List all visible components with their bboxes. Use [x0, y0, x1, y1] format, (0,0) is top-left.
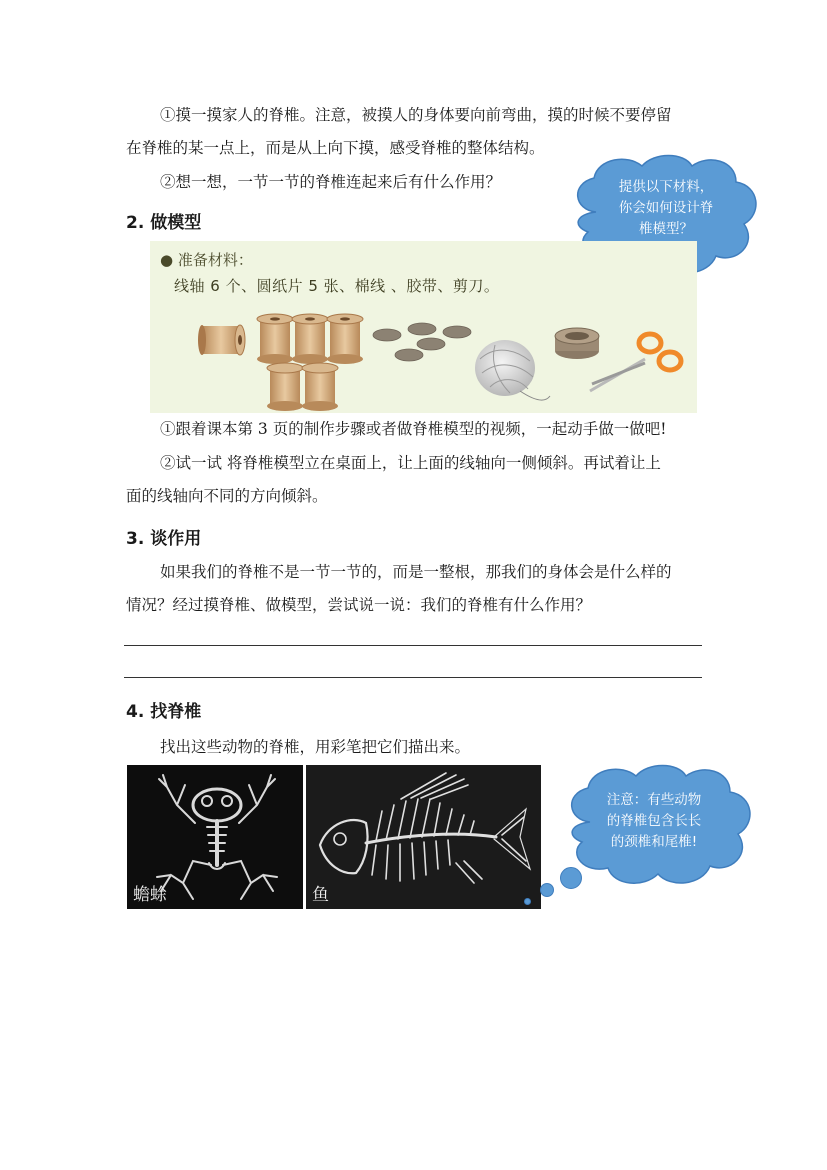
scissors-icon: [590, 334, 681, 391]
bubble-dot: [540, 883, 554, 897]
spool-icon: [257, 314, 293, 364]
spool-icon: [198, 325, 245, 355]
step-line: 面的线轴向不同的方向倾斜。: [126, 487, 328, 505]
answer-line[interactable]: [124, 645, 702, 646]
section-heading: 3. 谈作用: [126, 529, 202, 549]
section-heading: 4. 找脊椎: [126, 702, 202, 722]
toad-skeleton-photo: [127, 765, 303, 909]
spool-icon: [302, 363, 338, 411]
bubble-text: 的颈椎和尾椎!: [610, 834, 698, 850]
tape-icon: [555, 328, 599, 359]
step-line: ②试一试 将脊椎模型立在桌面上，让上面的线轴向一侧倾斜。再试着让上: [160, 454, 661, 472]
bubble-text: 椎模型？: [639, 221, 693, 237]
step-line: ①跟着课本第 3 页的制作步骤或者做脊椎模型的视频，一起动手做一做吧!: [160, 420, 667, 438]
bubble-dot: [524, 898, 531, 905]
spool-icon: [292, 314, 328, 364]
paragraph-line: 情况？经过摸脊椎、做模型，尝试说一说：我们的脊椎有什么作用？: [126, 596, 592, 614]
fish-skeleton-photo: [306, 765, 541, 909]
materials-panel: [150, 241, 697, 413]
yarn-ball-icon: [475, 340, 550, 400]
instruction-line: ①摸一摸家人的脊椎。注意，被摸人的身体要向前弯曲，摸的时候不要停留: [160, 106, 672, 124]
bubble-dot: [560, 867, 582, 889]
materials-illustration: [150, 241, 697, 413]
paper-disc-icon: [373, 323, 471, 361]
materials-list: 线轴 6 个、圆纸片 5 张、棉线 、胶带、剪刀。: [174, 277, 500, 295]
bubble-text: 提供以下材料，: [618, 179, 714, 195]
instruction-line: 找出这些动物的脊椎，用彩笔把它们描出来。: [160, 738, 471, 756]
question-line: ②想一想，一节一节的脊椎连起来后有什么作用？: [160, 173, 502, 191]
section-heading: 2. 做模型: [126, 213, 202, 233]
animal-label: 蟾蜍: [133, 885, 167, 905]
answer-line[interactable]: [124, 677, 702, 678]
spool-icon: [267, 363, 303, 411]
paragraph-line: 如果我们的脊椎不是一节一节的，而是一整根，那我们的身体会是什么样的: [160, 563, 672, 581]
instruction-line: 在脊椎的某一点上，而是从上向下摸，感受脊椎的整体结构。: [126, 139, 545, 157]
bubble-text: 注意：有些动物: [606, 792, 702, 808]
fish-skeleton-image: [306, 765, 541, 909]
thought-bubble: [560, 762, 760, 890]
panel-title: ● 准备材料：: [160, 251, 253, 269]
animal-label: 鱼: [312, 885, 329, 905]
spool-icon: [327, 314, 363, 364]
bubble-text: 你会如何设计脊: [618, 200, 714, 216]
bubble-text: 的脊椎包含长长: [606, 813, 702, 829]
